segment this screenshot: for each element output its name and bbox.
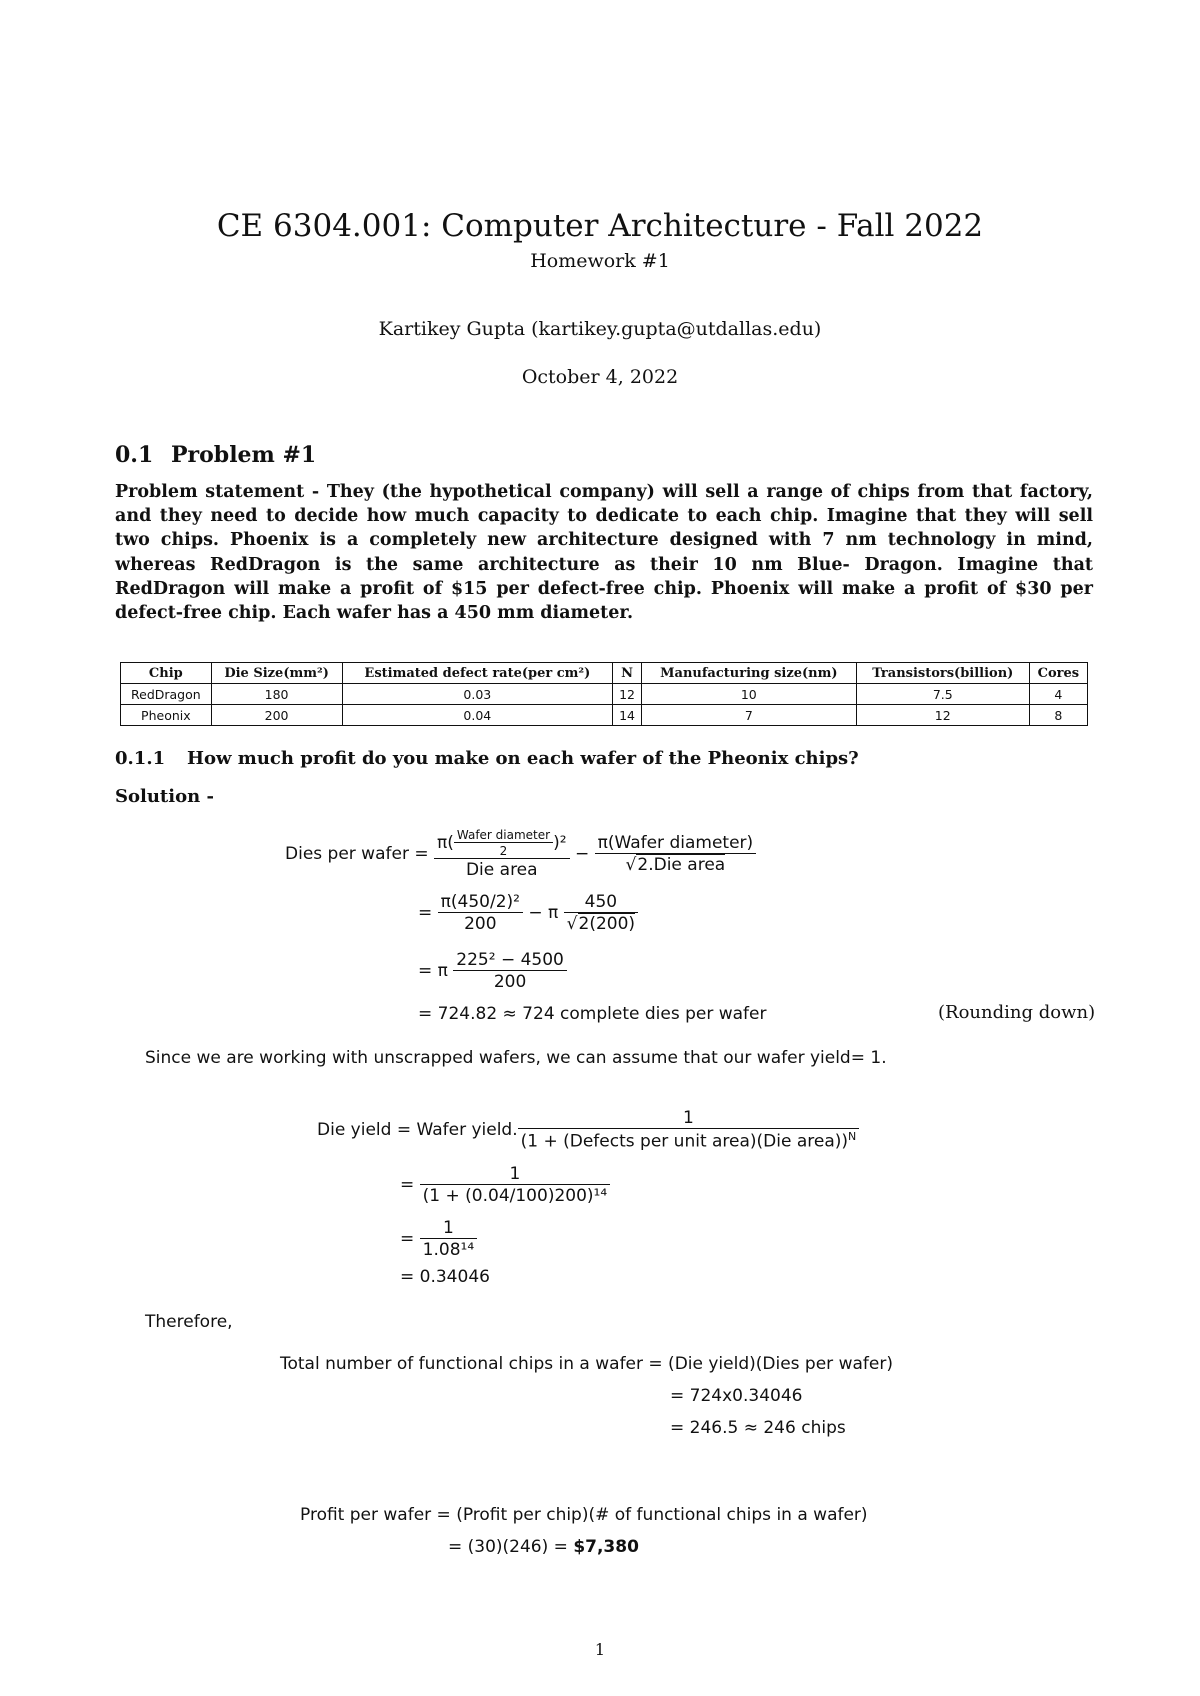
dies-line-2-den-2	[564, 912, 638, 934]
profit-line-1: Profit per wafer = (Profit per chip)(# of functional chips in a wafer)	[300, 1505, 868, 1525]
section-number: 0.1	[115, 442, 154, 468]
functional-chips-line-1: Total number of functional chips in a wafer = (Die yield)(Dies per wafer)	[280, 1354, 893, 1374]
die-yield-line-3-frac	[420, 1218, 477, 1260]
dies-equation-line-2	[418, 892, 638, 934]
table-cell: 12	[856, 705, 1029, 726]
sqrt-icon: √	[625, 855, 637, 875]
die-yield-den	[518, 1128, 860, 1152]
table-header-row	[121, 663, 1088, 684]
die-yield-den-text: (1 + (Defects per unit area)(Die area))	[520, 1131, 849, 1152]
dies-equation-line-1	[285, 828, 756, 880]
table-header-cell: Transistors(billion)	[856, 663, 1029, 684]
dies-term-1-pre: π(	[437, 833, 454, 853]
author-line: Kartikey Gupta (kartikey.gupta@utdallas.edu)	[378, 318, 822, 340]
subsection-title: How much profit do you make on each wafer of the Pheonix chips?	[187, 748, 859, 769]
die-yield-num: 1	[683, 1108, 694, 1128]
wafer-yield-text: Since we are working with unscrapped wafers, we can assume that our wafer yield= 1.	[145, 1048, 887, 1068]
dies-line-2-frac-1	[438, 892, 523, 934]
table-cell: 14	[613, 705, 642, 726]
wafer-half-den: 2	[454, 842, 553, 858]
chip-spec-table	[120, 662, 1088, 726]
table-cell: 7.5	[856, 684, 1029, 705]
dies-lhs: Dies per wafer =	[285, 844, 429, 864]
table-cell: 0.03	[342, 684, 613, 705]
dies-equation-line-4: = 724.82 ≈ 724 complete dies per wafer	[418, 1004, 767, 1024]
die-yield-line-3	[400, 1218, 477, 1260]
table-header-cell: Die Size(mm²)	[211, 663, 342, 684]
wafer-half-fraction	[454, 828, 553, 858]
subsection-number: 0.1.1	[115, 748, 166, 769]
dies-term-2-radicand: 2.Die area	[637, 855, 726, 875]
table-cell: Pheonix	[121, 705, 212, 726]
table-row	[121, 684, 1088, 705]
table-cell: 8	[1029, 705, 1087, 726]
dies-line-2-frac-2	[564, 892, 638, 934]
page-number: 1	[594, 1640, 606, 1659]
die-yield-line-1	[317, 1108, 859, 1152]
die-yield-line-2-num: 1	[509, 1164, 521, 1184]
dies-minus: −	[574, 844, 590, 864]
table-cell: 7	[641, 705, 856, 726]
section-heading	[115, 442, 316, 468]
sqrt-icon: √	[566, 914, 578, 934]
table-cell: 0.04	[342, 705, 613, 726]
table-cell: 10	[641, 684, 856, 705]
functional-chips-line-3: = 246.5 ≈ 246 chips	[670, 1418, 846, 1438]
therefore-text: Therefore,	[145, 1312, 233, 1332]
profit-line-2	[448, 1537, 639, 1557]
problem-statement: Problem statement - They (the hypothetical company) will sell a range of chips from that factory, and they need to decide how much capacity to dedicate to each chip. Imagine that they will sell two chips. Phoenix is a completely new architecture designed with 7 nm technology in mind, whereas RedDragon is the same architecture as their 10 nm Blue- Dragon. Imagine that RedDragon will make a profit of $15 per defect-free chip. Phoenix will make a profit of $30 per defect-free chip. Each wafer has a 450 mm diameter.	[115, 482, 1093, 624]
dies-term-2-den	[595, 853, 757, 875]
document-title: CE 6304.001: Computer Architecture - Fall 2022	[216, 208, 984, 244]
dies-term-1	[434, 828, 570, 880]
dies-line-2-num-2: 450	[584, 892, 618, 912]
equals-sign: =	[400, 1175, 415, 1195]
dies-line-2-den: 200	[438, 912, 523, 934]
profit-result: $7,380	[573, 1537, 639, 1557]
table-cell: 200	[211, 705, 342, 726]
wafer-half-num: Wafer diameter	[456, 828, 551, 842]
dies-term-1-post: )²	[553, 833, 567, 853]
table-cell: 4	[1029, 684, 1087, 705]
dies-term-1-den: Die area	[434, 858, 570, 880]
dies-term-2-num: π(Wafer diameter)	[597, 833, 754, 853]
die-yield-line-4: = 0.34046	[400, 1267, 490, 1287]
solution-label: Solution -	[115, 786, 214, 807]
dies-line-3-den: 200	[453, 970, 567, 992]
table-header-cell: Cores	[1029, 663, 1087, 684]
table-row	[121, 705, 1088, 726]
table-header-cell: Chip	[121, 663, 212, 684]
table-cell: 12	[613, 684, 642, 705]
table-cell: RedDragon	[121, 684, 212, 705]
die-yield-exponent: N	[848, 1130, 857, 1143]
die-yield-line-2-den: (1 + (0.04/100)200)¹⁴	[420, 1184, 611, 1206]
table-header-cell: Manufacturing size(nm)	[641, 663, 856, 684]
equals-sign: =	[400, 1229, 415, 1249]
die-yield-line-3-num: 1	[442, 1218, 454, 1238]
dies-line-2-mid: − π	[528, 903, 559, 923]
dies-line-3-frac	[453, 950, 567, 992]
table-header-cell: N	[613, 663, 642, 684]
equals-pi: = π	[418, 961, 448, 981]
table-header-cell: Estimated defect rate(per cm²)	[342, 663, 613, 684]
dies-line-3-num: 225² − 4500	[456, 950, 564, 970]
rounding-note: (Rounding down)	[938, 1002, 1096, 1023]
die-yield-lhs: Die yield = Wafer yield.	[317, 1119, 518, 1140]
profit-calc: = (30)(246) =	[448, 1537, 568, 1557]
dies-line-2-num: π(450/2)²	[440, 892, 520, 912]
section-title: Problem #1	[171, 442, 317, 468]
die-yield-line-3-den: 1.08¹⁴	[420, 1238, 477, 1260]
equals-sign: =	[418, 903, 433, 923]
functional-chips-line-2: = 724x0.34046	[670, 1386, 803, 1406]
document-subtitle: Homework #1	[530, 250, 670, 272]
dies-line-2-radicand: 2(200)	[578, 914, 636, 934]
dies-equation-line-3	[418, 950, 567, 992]
dies-term-2	[595, 833, 757, 875]
die-yield-line-2	[400, 1164, 610, 1206]
die-yield-line-2-frac	[420, 1164, 611, 1206]
table-cell: 180	[211, 684, 342, 705]
document-date: October 4, 2022	[521, 366, 679, 388]
die-yield-frac	[518, 1108, 860, 1152]
subsection-heading	[115, 748, 859, 769]
